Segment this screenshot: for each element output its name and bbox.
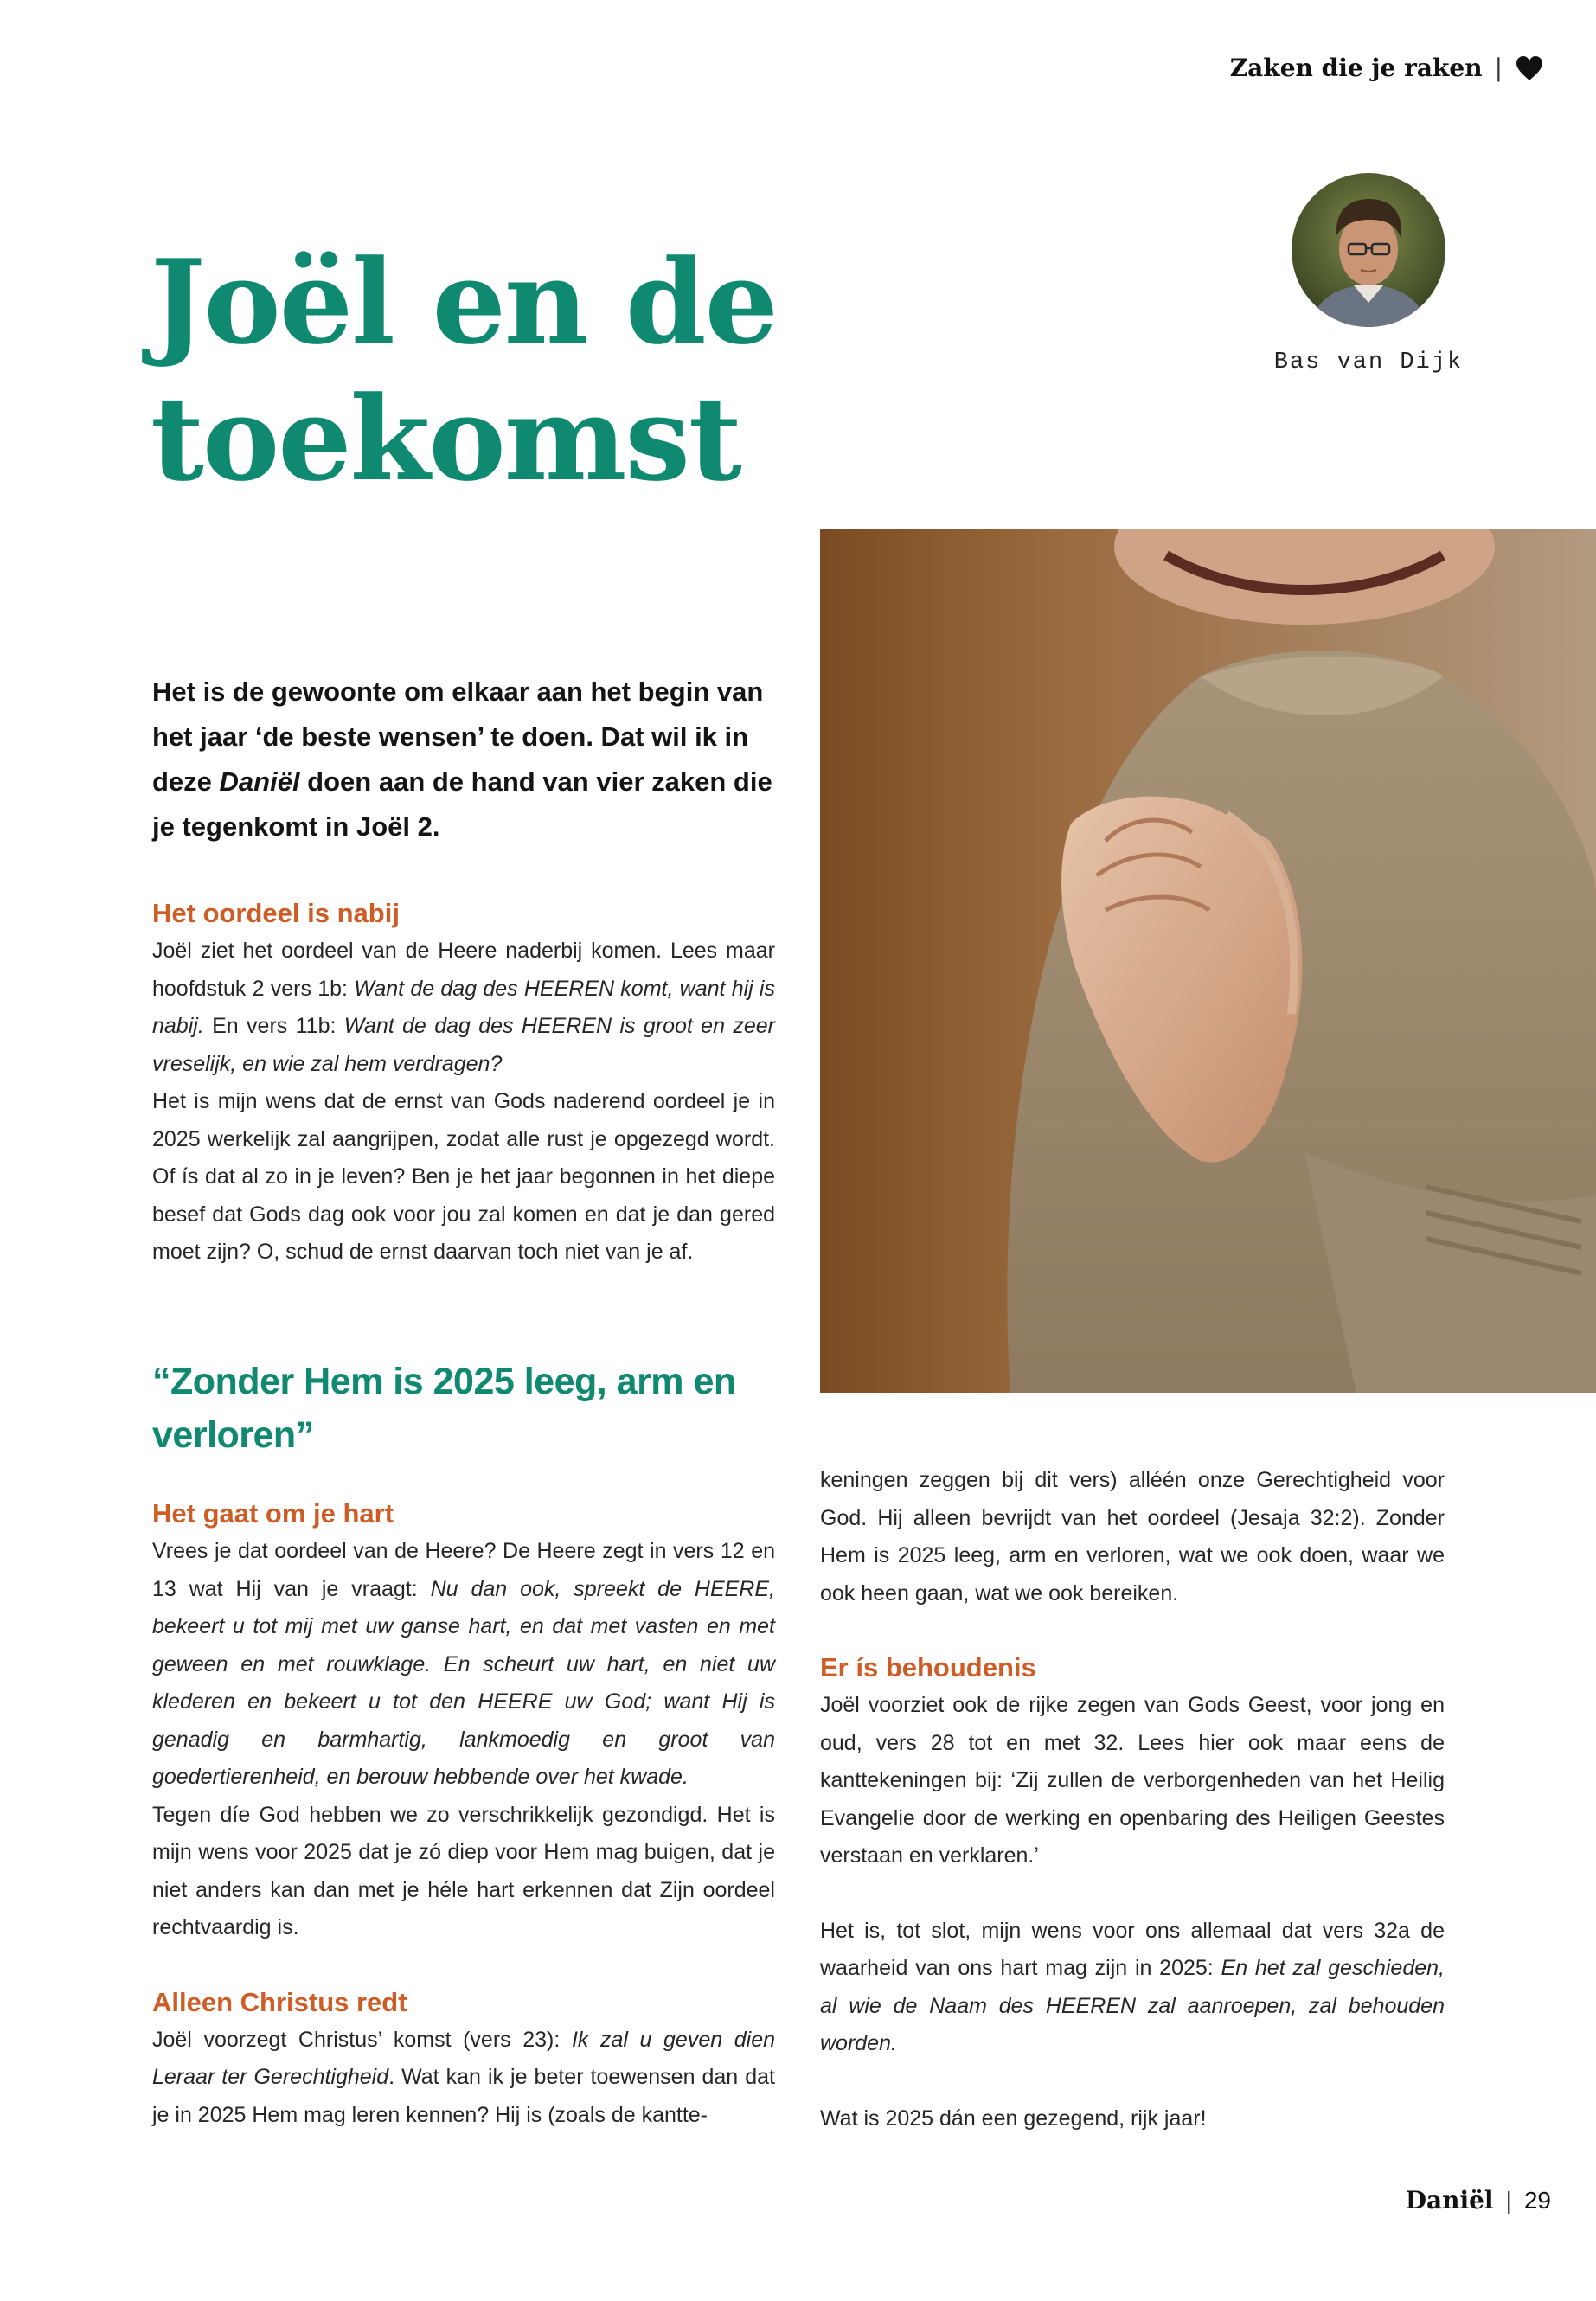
oordeel-quote-d: Want de dag des HEEREN is groot en zeer vreselijk, en wie zal hem verdragen? — [152, 1014, 775, 1076]
author-avatar — [1292, 173, 1445, 327]
right-column — [820, 1462, 1445, 2138]
behoudenis-paragraph-2 — [820, 1913, 1445, 2063]
christus-paragraph-1 — [152, 2022, 775, 2135]
section-header — [1230, 54, 1544, 82]
hart-paragraph-2: Tegen díe God hebben we zo verschrikkelijk gezondigd. Het is mijn wens voor 2025 dat je zó diep voor Hem mag buigen, dat je niet anders kan dan met je héle hart erkennen dat Zijn oordeel rechtvaardig is. — [152, 1802, 775, 1939]
intro-italic: Daniël — [219, 766, 300, 797]
intro-text-1: Het is de gewoonte om elkaar aan het begin van het jaar ‘de beste wensen’ te doen. Dat wil ik in deze — [152, 676, 764, 797]
heading-hart: Het gaat om je hart — [152, 1498, 394, 1529]
intro-paragraph — [152, 670, 775, 849]
page-number: 29 — [1523, 2186, 1551, 2214]
magazine-name: Daniël — [1405, 2186, 1494, 2214]
oordeel-paragraph-2: Het is mijn wens dat de ernst van Gods naderend oordeel je in 2025 werkelijk zal aangrijpen, zodat alle rust je opgezegd wordt. Of ís dat al zo in je leven? Ben je het jaar begonnen in het diepe besef dat Gods dag ook voor jou zal komen en dat je dan gered moet zijn? O, schud de ernst daarvan toch niet van je af. — [152, 1089, 775, 1264]
header-separator: | — [1494, 54, 1503, 82]
oordeel-quote-b: Want de dag des HEEREN komt, want hij is nabij. — [152, 976, 775, 1038]
heading-oordeel: Het oordeel is nabij — [152, 898, 400, 928]
christus-text-a: Joël voorzegt Christus’ komst (vers 23): — [152, 2027, 572, 2052]
closing-paragraph: Wat is 2025 dán een gezegend, rijk jaar! — [820, 2106, 1207, 2131]
intro-text-2: doen aan de hand van vier zaken die je tegenkomt in Joël 2. — [152, 766, 772, 842]
behoudenis-paragraph-1: Joël voorziet ook de rijke zegen van Gods Geest, voor jong en oud, vers 28 tot en met 32. Lees hier ook maar eens de kanttekeningen bij: ‘Zij zullen de verborgenheden van het Heilig Evangelie door de werking en openbaring des Heiligen Geestes verstaan en verklaren.’ — [820, 1693, 1445, 1868]
footer-separator: | — [1505, 2186, 1512, 2214]
hero-image-praying-hands — [820, 529, 1596, 1393]
hart-paragraph-1 — [152, 1533, 775, 1797]
christus-text-c: . Wat kan ik je beter toewensen dan dat je in 2025 Hem mag leren kennen? Hij is (zoals de kantte- — [152, 2065, 775, 2127]
hart-text-a: Vrees je dat oordeel van de Heere? De Heere zegt in vers 12 en 13 wat Hij van je vraagt: — [152, 1539, 775, 1601]
author-name: Bas van Dijk — [1273, 349, 1464, 375]
section-label: Zaken die je raken — [1229, 54, 1483, 82]
heading-christus: Alleen Christus redt — [152, 1986, 407, 2017]
christus-quote-b: Ik zal u geven dien Leraar ter Gerechtigheid — [152, 2027, 775, 2089]
christus-paragraph-2: keningen zeggen bij dit vers) alléén onze Gerechtigheid voor God. Hij alleen bevrijdt van het oordeel (Jesaja 32:2). Zonder Hem is 2025 leeg, arm en verloren, wat we ook doen, waar we ook heen gaan, wat we ook bereiken. — [820, 1468, 1445, 1606]
hart-quote-b: Nu dan ook, spreekt de HEERE, bekeert u tot mij met uw ganse hart, en dat met vasten en met geween en met rouwklage. En scheurt uw hart, en niet uw klederen en bekeert u tot den HEERE uw God; want Hij is genadig en barmhartig, lankmoedig en groot van goedertierenheid, en berouw hebbende over het kwade. — [152, 1576, 775, 1789]
heart-icon — [1515, 55, 1544, 81]
page-footer — [1406, 2186, 1551, 2214]
pull-quote: “Zonder Hem is 2025 leeg, arm en verloren” — [152, 1361, 736, 1456]
section-hart — [152, 1495, 775, 2134]
article-title: Joël en de toekomst — [151, 234, 777, 507]
behoudenis-text-a: Het is, tot slot, mijn wens voor ons allemaal dat vers 32a de waarheid van ons hart mag zijn in 2025: — [820, 1918, 1445, 1980]
behoudenis-quote-b: En het zal geschieden, al wie de Naam des HEEREN zal aanroepen, zal behouden worden. — [820, 1956, 1445, 2055]
oordeel-paragraph-1 — [152, 933, 775, 1083]
oordeel-text-c: En vers 11b: — [203, 1014, 344, 1038]
section-oordeel — [152, 894, 775, 1272]
oordeel-text-a: Joël ziet het oordeel van de Heere naderbij komen. Lees maar hoofdstuk 2 vers 1b: — [152, 939, 775, 1001]
heading-behoudenis: Er ís behoudenis — [820, 1652, 1036, 1682]
